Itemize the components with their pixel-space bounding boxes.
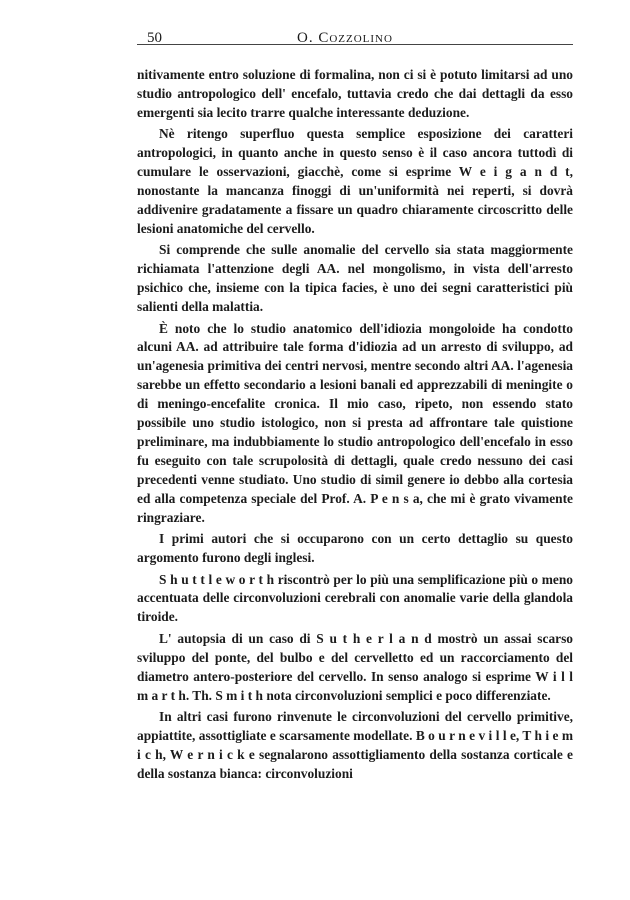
running-title: O. Cozzolino (297, 30, 393, 46)
paragraph: I primi autori che si occuparono con un certo dettaglio su questo argomento furono degli inglesi. (137, 531, 573, 566)
page-header (137, 30, 573, 50)
paragraph: L' autopsia di un caso di S u t h e r l a n d mostrò un assai scarso sviluppo del ponte, del bulbo e del cervelletto ed un raccorciamento del diametro antero-posteriore del cervello. In senso analogo si esprime W i l l m a r t h. Th. S m i t h nota circonvoluzioni semplici e poco differenziate. (137, 630, 573, 703)
paragraph: È noto che lo studio anatomico dell'idiozia mongoloide ha condotto alcuni AA. ad attribuire tale forma d'idiozia ad un arresto di sviluppo, ad un'agenesia primitiva dei centri nervosi, mentre secondo altri AA. l'agenesia sarebbe un effetto secondario a lesioni banali ed apprezzabili di meningite o di meningo-encefalite cronica. Il mio caso, ripeto, non essendo stato possibile uno studio istologico, non si presta ad affrontare tale quistione preliminare, ma indubbiamente lo studio antropologico dell'encefalo in esso fu eseguito con tale scrupolosità di dettagli, quale credo nessuno dei casi precedenti venne studiato. Uno studio di simil genere io debbo alla cortesia ed alla competenza speciale del Prof. A. P e n s a, che mi è grato vivamente ringraziare. (137, 320, 573, 525)
paragraph: In altri casi furono rinvenute le circonvoluzioni del cervello primitive, appiattite, assottigliate e scarsamente modellate. B o u r n e v i l l e, T h i e m i c h, W e r n i c k e segnalarono assottigliamento della sostanza corticale e della sostanza bianca: circonvoluzioni (137, 709, 573, 781)
paragraph: Si comprende che sulle anomalie del cervello sia stata maggiormente richiamata l'attenzione degli AA. nel mongolismo, in vista dell'arresto psichico che, insieme con la tipica facies, è uno dei segni caratteristici più salienti della malattia. (137, 242, 573, 315)
page-number: 50 (147, 30, 162, 46)
paragraph: Nè ritengo superfluo questa semplice esposizione dei caratteri antropologici, in quanto anche in questo senso è il caso ancora tuttodì di cumulare le osservazioni, giacchè, come si esprime W e i g a n d t, nonostante la mancanza finoggi di un'uniformità nei reperti, si dovrà addivenire gradatamente a fissare un quadro chiaramente circoscritto delle lesioni anatomiche del cervello. (137, 126, 573, 236)
paragraph: S h u t t l e w o r t h riscontrò per lo più una semplificazione più o meno accentuata delle circonvoluzioni cerebrali con anomalie varie della glandola tiroide. (137, 571, 573, 625)
body-text (137, 66, 573, 786)
header-rule (137, 44, 573, 45)
paragraph: nitivamente entro soluzione di formalina, non ci si è potuto limitarsi ad uno studio antropologico dell' encefalo, tuttavia credo che dai dettagli da esso emergenti sia lecito trarre qualche interessante deduzione. (137, 67, 573, 120)
